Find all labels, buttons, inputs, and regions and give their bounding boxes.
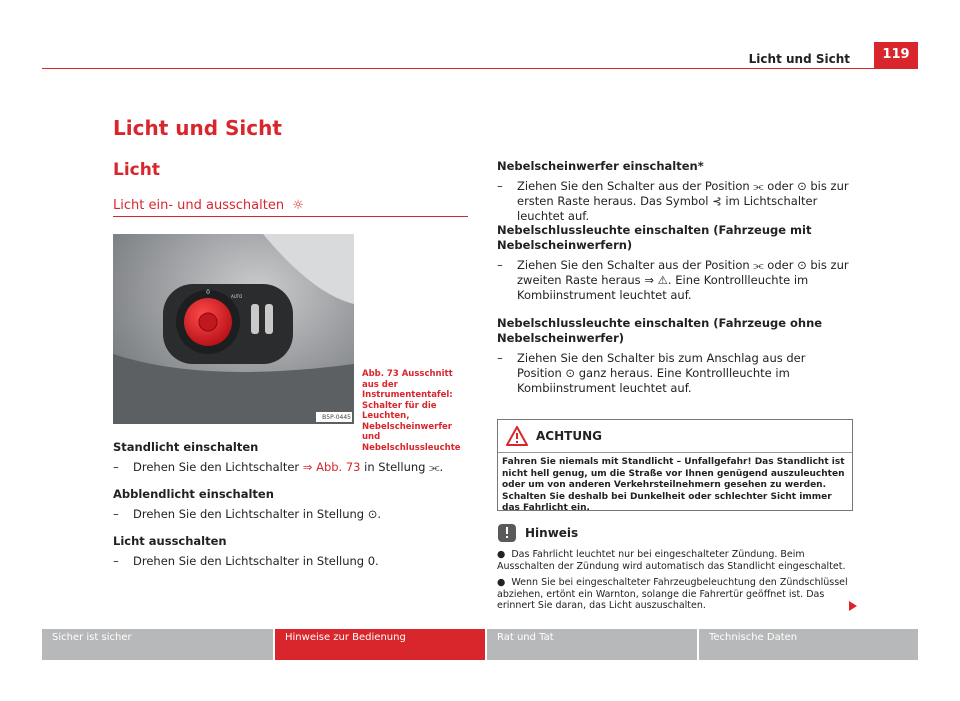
subsection-title: [113, 198, 304, 213]
footer-tab-sicher[interactable]: Sicher ist sicher: [42, 629, 273, 660]
step-item: [497, 258, 853, 303]
left-section-abblendlicht: [113, 487, 468, 522]
section-heading: Nebelscheinwerfer einschalten*: [497, 159, 704, 173]
step-item: [113, 460, 468, 475]
warning-title: ACHTUNG: [536, 429, 602, 443]
footer-tab-rat[interactable]: Rat und Tat: [487, 629, 697, 660]
note-block: [497, 523, 857, 612]
step-item: [497, 351, 853, 396]
note-item: [497, 549, 857, 572]
warning-triangle-icon: [506, 426, 528, 446]
section-title: Licht: [113, 160, 160, 180]
dash-bullet: –: [497, 258, 503, 272]
step-text: Drehen Sie den Lichtschalter in Stellung 0.: [133, 554, 379, 568]
right-section-nebelschluss-ohne: [497, 316, 853, 396]
step-item: [113, 507, 468, 522]
dash-bullet: –: [497, 351, 503, 365]
footer-tab-technik[interactable]: Technische Daten: [699, 629, 918, 660]
svg-text:0: 0: [206, 289, 210, 296]
step-text: [133, 460, 443, 475]
header-rule: [42, 68, 918, 69]
subsection-title-text: Licht ein- und ausschalten: [113, 198, 285, 213]
figure-code: B5P-0445: [322, 414, 351, 421]
svg-text:AUTO: AUTO: [231, 294, 243, 299]
step-text: Ziehen Sie den Schalter bis zum Anschlag aus der Position ⊙ ganz heraus. Eine Kontrollleuchte im Kombiinstrument leuchtet auf.: [517, 351, 806, 395]
note-item-text: Wenn Sie bei eingeschalteter Fahrzeugbeleuchtung den Zündschlüssel abziehen, ertönt ein Warnton, solange die Fahrertür geöffnet ist. Das erinnert Sie daran, das Licht auszuschalten.: [497, 577, 848, 611]
bullet-dot: ●: [497, 577, 512, 588]
left-section-ausschalten: [113, 534, 468, 569]
warning-text: Fahren Sie niemals mit Standlicht – Unfallgefahr! Das Standlicht ist nicht hell genug, um die Straße vor Ihnen genügend auszuleuchten oder um von anderen Verkehrsteilnehmern gesehen zu werden. Schalten Sie deshalb bei Dunkelheit oder schlechter Sicht immer das Fahrlicht ein.: [502, 457, 845, 513]
sun-icon: ☼: [292, 198, 304, 213]
warning-box: [497, 419, 853, 511]
dash-bullet: –: [113, 460, 119, 474]
page-number: 119: [874, 42, 918, 68]
step-item: [113, 554, 468, 569]
warning-header: [498, 420, 852, 453]
light-switch-photo: [113, 234, 354, 424]
subsection-rule: [113, 216, 468, 217]
chapter-title: Licht und Sicht: [113, 116, 282, 140]
figure-caption: Abb. 73 Ausschnitt aus der Instrumententafel: Schalter für die Leuchten, Nebelscheinwerfer und Nebelschlussleuchte: [362, 369, 461, 453]
dash-bullet: –: [113, 554, 119, 568]
footer-nav: [42, 629, 918, 660]
section-heading: Nebelschlussleuchte einschalten (Fahrzeuge mit Nebelscheinwerfern): [497, 223, 812, 252]
step-item: [497, 179, 853, 224]
running-header-title: Licht und Sicht: [748, 52, 850, 66]
note-item-text: Das Fahrlicht leuchtet nur bei eingeschalteter Zündung. Beim Ausschalten der Zündung wird automatisch das Standlicht eingeschaltet.: [497, 549, 846, 572]
note-item: [497, 577, 857, 612]
right-section-nebelschluss-mit: [497, 223, 853, 303]
right-section-nebelscheinwerfer: [497, 159, 853, 224]
continue-arrow-icon: [849, 601, 857, 611]
left-section-standlicht: [113, 440, 468, 475]
step-text: Drehen Sie den Lichtschalter in Stellung ⊙.: [133, 507, 382, 521]
note-header: [497, 523, 857, 543]
note-title: Hinweis: [525, 526, 579, 540]
step-text: Ziehen Sie den Schalter aus der Position ⫘ oder ⊙ bis zur ersten Raste heraus. Das Symbol ⊰ im Lichtschalter leuchtet auf.: [517, 179, 849, 223]
section-heading: Licht ausschalten: [113, 534, 227, 548]
step-text-pre: Drehen Sie den Lichtschalter: [133, 460, 303, 474]
info-icon: [497, 523, 517, 543]
dash-bullet: –: [497, 179, 503, 193]
section-heading: Standlicht einschalten: [113, 440, 259, 454]
section-heading: Abblendlicht einschalten: [113, 487, 274, 501]
bullet-dot: ●: [497, 549, 512, 560]
figure-link[interactable]: ⇒ Abb. 73: [302, 460, 361, 474]
step-text: Ziehen Sie den Schalter aus der Position ⫘ oder ⊙ bis zur zweiten Raste heraus ⇒ ⚠. Eine Kontrollleuchte im Kombiinstrument leuchtet auf.: [517, 258, 849, 302]
section-heading: Nebelschlussleuchte einschalten (Fahrzeuge ohne Nebelscheinwerfer): [497, 316, 823, 345]
step-text-post: in Stellung ⫘.: [360, 460, 444, 474]
dash-bullet: –: [113, 507, 119, 521]
footer-tab-bedienung[interactable]: Hinweise zur Bedienung: [275, 629, 485, 660]
